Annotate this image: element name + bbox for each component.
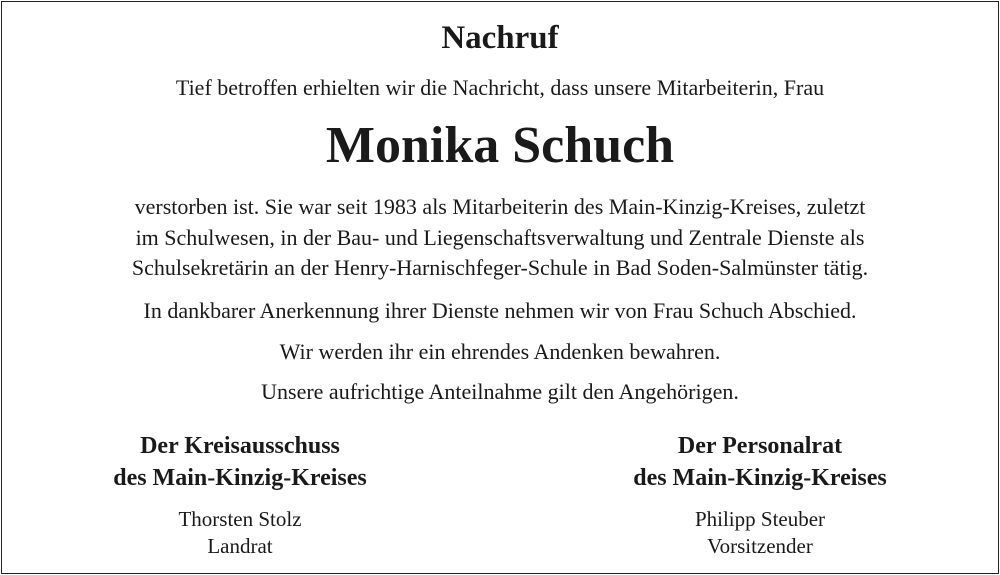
body-line: verstorben ist. Sie war seit 1983 als Mitarbeiterin des Main-Kinzig-Kreises, zuletzt (134, 194, 866, 219)
signature-organization (550, 430, 970, 494)
body-line: Schulsekretärin an der Henry-Harnischfeger-Schule in Bad Soden-Salmünster tätig. (131, 255, 869, 280)
condolence-text: Unsere aufrichtige Anteilnahme gilt den Angehörigen. (261, 379, 739, 404)
signatory-name: Philipp Steuber (694, 507, 826, 531)
signature-organization (30, 430, 450, 494)
notice-heading: Nachruf (441, 20, 559, 56)
signatory (550, 506, 970, 560)
signature-block-personalrat (550, 430, 970, 560)
signature-block-kreisausschuss (30, 430, 450, 560)
organization-line: Der Kreisausschuss (140, 433, 340, 459)
body-line: im Schulwesen, in der Bau- und Liegenschaftsverwaltung und Zentrale Dienste als (135, 224, 865, 250)
body-paragraph (0, 192, 1000, 284)
thanks-text: In dankbarer Anerkennung ihrer Dienste nehmen wir von Frau Schuch Abschied. (143, 298, 857, 323)
organization-line: des Main-Kinzig-Kreises (633, 465, 887, 491)
organization-line: des Main-Kinzig-Kreises (113, 465, 367, 491)
signatory (30, 506, 450, 560)
signatory-role: Landrat (207, 534, 273, 558)
intro-text: Tief betroffen erhielten wir die Nachricht, dass unsere Mitarbeiterin, Frau (175, 75, 825, 100)
organization-line: Der Personalrat (677, 433, 843, 459)
signatory-name: Thorsten Stolz (178, 507, 302, 531)
memory-text: Wir werden ihr ein ehrendes Andenken bewahren. (279, 339, 721, 364)
signatory-role: Vorsitzender (707, 534, 813, 558)
deceased-name: Monika Schuch (325, 117, 675, 174)
